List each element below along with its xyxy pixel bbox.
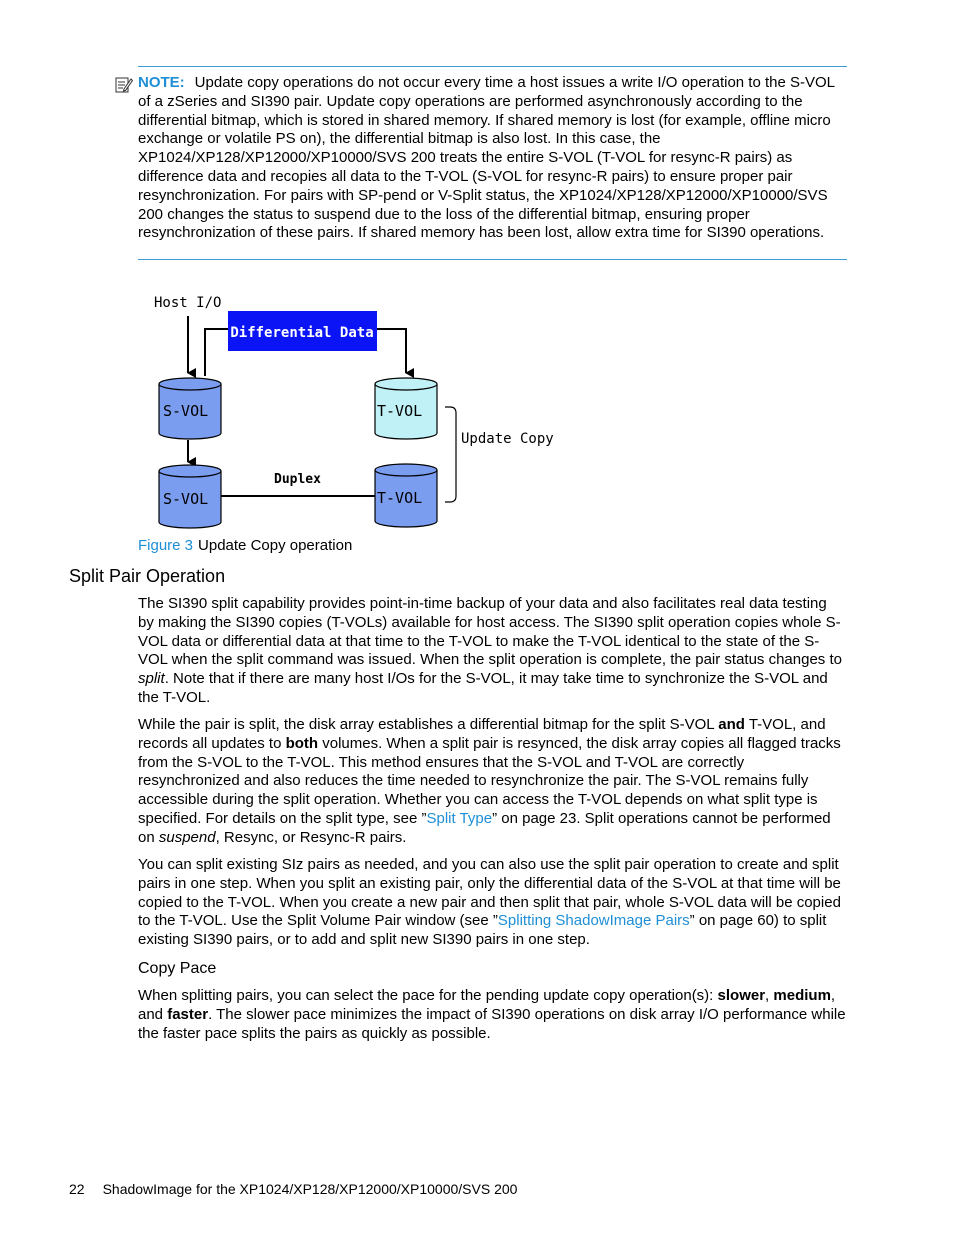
cp-text-c: . The slower pace minimizes the impact of SI390 operations on disk array I/O performance while the faster pace splits the pairs as quickly as possible. xyxy=(138,1005,846,1042)
p2-text-e: , Resync, or Resync-R pairs. xyxy=(215,828,407,846)
note-label: NOTE: xyxy=(138,74,185,91)
tvol-top-label: T-VOL xyxy=(377,402,423,420)
p1-text-a: The SI390 split capability provides point-in-time backup of your data and also facilitates real data testing by making the SI390 copies (T-VOLs) available for host access. The SI390 split operation copies whole S-VOL data or differential data at that time to the T-VOL to make the T-VOL identical to the state of the S-VOL when the split command was issued. When the split operation is complete, the pair status changes to xyxy=(138,595,842,669)
duplex-label: Duplex xyxy=(274,472,321,487)
figure-label: Figure 3 xyxy=(138,537,194,554)
update-copy-diagram xyxy=(150,288,560,533)
cp-bold-slower: slower xyxy=(717,987,766,1004)
update-copy-bracket xyxy=(445,407,456,502)
section-title: Split Pair Operation xyxy=(69,566,226,586)
figure-caption-text: Update Copy operation xyxy=(198,537,353,554)
page-number: 22 xyxy=(69,1181,85,1197)
cp-bold-medium: medium xyxy=(773,987,831,1004)
paragraph-split-existing xyxy=(138,856,846,950)
paragraph-copy-pace xyxy=(138,987,846,1043)
note-body: Update copy operations do not occur every time a host issues a write I/O operation to the S-VOL of a zSeries and SI390 pair. Update copy operations are performed asynchronously according to the differential bitmap, which is stored in shared memory. If shared memory is lost (for example, offline micro exchange or volatile PS on), the differential bitmap is also lost. In this case, the XP1024/XP128/XP12000/XP10000/SVS 200 treats the entire S-VOL (T-VOL for resync-R pairs) as difference data and recopies all data to the T-VOL (S-VOL for resync-R pairs) to ensure proper pair resynchronization. For pairs with SP-pend or V-Split status, the XP1024/XP128/XP12000/XP10000/SVS 200 changes the status to suspend due to the loss of the differential bitmap, ensuring proper resynchronization of these pairs. If shared memory has been lost, allow extra time for SI390 operations. xyxy=(138,74,835,242)
p3-text-b: ” on page 60) to split existing SI390 pairs, or to add and split new SI390 pairs in one step. xyxy=(138,912,827,949)
differential-data-label: Differential Data xyxy=(230,325,374,341)
p2-text-b: T-VOL, and records all updates to xyxy=(138,716,826,752)
differential-path-right xyxy=(377,329,406,373)
differential-path-left xyxy=(205,329,228,376)
page-footer xyxy=(69,1180,517,1198)
p1-emphasis: split xyxy=(138,670,165,688)
svol-bottom-label: S-VOL xyxy=(163,490,209,508)
subsection-title: Copy Pace xyxy=(138,960,217,977)
figure-caption xyxy=(138,537,352,555)
host-io-label: Host I/O xyxy=(154,295,222,311)
p1-text-b: . Note that if there are many host I/Os for the S-VOL, it may take time to synchronize the S-VOL and the T-VOL. xyxy=(138,670,828,706)
cp-text-a: When splitting pairs, you can select the pace for the pending update copy operation(s): xyxy=(138,987,718,1004)
split-type-link[interactable]: Split Type xyxy=(426,809,493,827)
splitting-shadowimage-pairs-link[interactable]: Splitting ShadowImage Pairs xyxy=(497,912,690,930)
update-copy-label: Update Copy xyxy=(461,431,554,447)
note-pencil-icon xyxy=(115,76,133,94)
svol-top-label: S-VOL xyxy=(163,402,209,420)
paragraph-differential-bitmap xyxy=(138,716,846,848)
p2-text-a: While the pair is split, the disk array establishes a differential bitmap for the split S-VOL xyxy=(138,716,719,733)
cp-bold-faster: faster xyxy=(167,1005,209,1023)
p2-text-d: ” on page 23. Split operations cannot be performed on xyxy=(138,809,831,846)
cp-sep-1: , xyxy=(765,987,774,1004)
p2-text-c: volumes. When a split pair is resynced, the disk array copies all flagged tracks from the S-VOL to the T-VOL. This method ensures that the S-VOL and T-VOL are correctly resynchronized and also reduces the time needed to resynchronize the pair. The S-VOL remains fully accessible during the split operation. Whether you can access the T-VOL depends on what split type is specified. For details on the split type, see ” xyxy=(138,734,841,827)
tvol-bottom-label: T-VOL xyxy=(377,489,423,507)
p2-emphasis: suspend xyxy=(158,828,216,846)
p2-bold-and: and xyxy=(718,716,745,733)
footer-title: ShadowImage for the XP1024/XP128/XP12000/XP10000/SVS 200 xyxy=(102,1181,518,1197)
cp-sep-2: , and xyxy=(138,987,836,1023)
p3-text-a: You can split existing SIz pairs as needed, and you can also use the split pair operation to create and split pairs in one step. When you split an existing pair, only the differential data of the S-VOL at that time will be copied to the T-VOL. When you create a new pair and then split that pair, whole S-VOL data will be copied to the T-VOL. Use the Split Volume Pair window (see ” xyxy=(138,856,841,930)
p2-bold-both: both xyxy=(285,734,319,752)
note-text-block xyxy=(138,74,846,243)
paragraph-split-capability xyxy=(138,595,846,708)
